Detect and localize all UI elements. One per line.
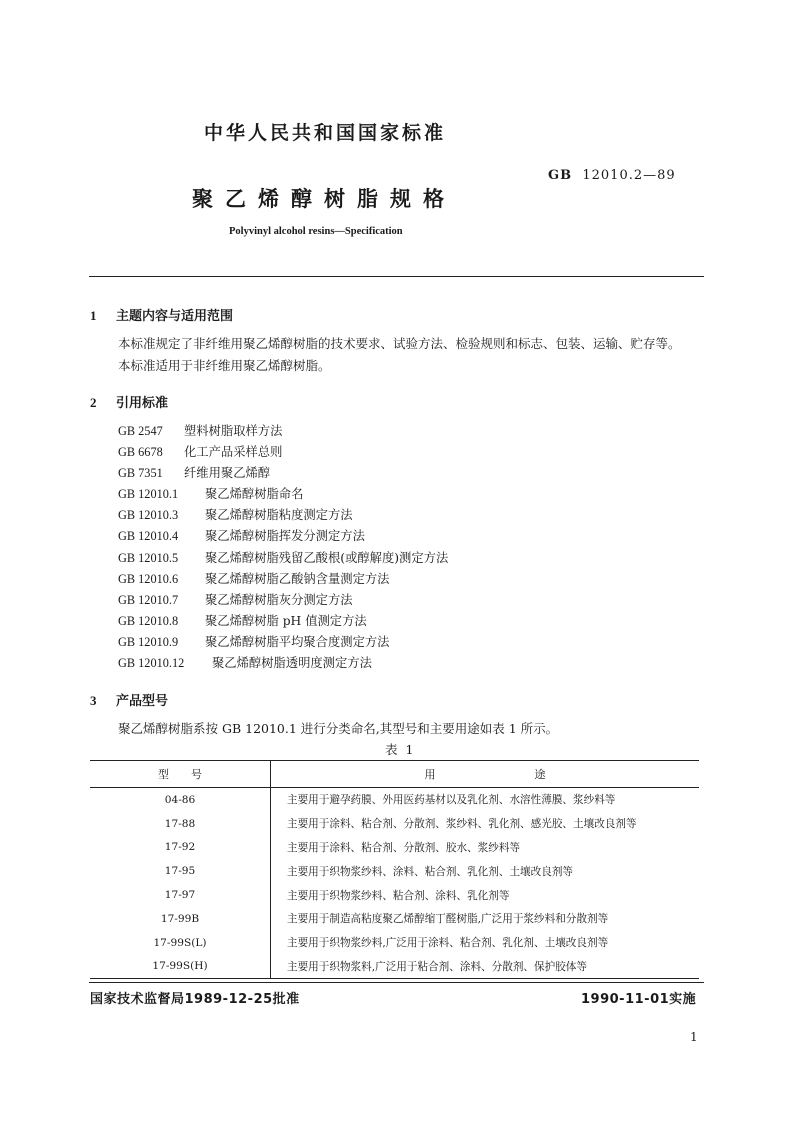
use-cell: 主要用于织物浆纱料、涂料、粘合剂、乳化剂、土壤改良剂等 [287, 865, 574, 878]
use-cell: 主要用于织物浆料,广泛用于粘合剂、涂料、分散剂、保护胶体等 [271, 955, 700, 979]
use-cell: 主要用于织物浆纱料,广泛用于涂料、粘合剂、乳化剂、土壤改良剂等 [287, 937, 609, 950]
section-1-paragraph-1: 本标准规定了非纤维用聚乙烯醇树脂的技术要求、试验方法、检验规则和标志、包装、运输、贮存等。 [118, 336, 681, 351]
type-cell: 17-99B [90, 907, 271, 931]
section-3-paragraph: 聚乙烯醇树脂系按 GB 12010.1 进行分类命名,其型号和主要用途如表 1 所示。 [118, 721, 559, 736]
reference-title: 聚乙烯醇树脂残留乙酸根(或醇解度)测定方法 [205, 550, 449, 565]
type-cell: 17-99S(L) [90, 931, 271, 955]
reference-item [118, 421, 618, 442]
document-title-cn: 聚乙烯醇树脂规格 [192, 187, 456, 211]
table-row [90, 883, 699, 907]
section-2-title: 引用标准 [116, 396, 169, 411]
reference-title: 化工产品采样总则 [184, 445, 283, 460]
standard-number: 12010.2—89 [582, 168, 676, 183]
table-row [90, 859, 699, 883]
product-type-table [90, 760, 699, 979]
reference-item [118, 548, 618, 569]
section-1-heading [90, 305, 233, 324]
reference-code: GB 12010.8 [118, 613, 179, 628]
national-standard-heading: 中华人民共和国国家标准 [204, 122, 447, 144]
table-row [90, 812, 699, 836]
reference-title: 纤维用聚乙烯醇 [184, 466, 271, 481]
type-cell: 17-88 [90, 812, 271, 836]
page-number: 1 [690, 1030, 698, 1044]
table-row [90, 788, 699, 812]
reference-item [118, 442, 618, 463]
reference-title: 聚乙烯醇树脂平均聚合度测定方法 [205, 634, 390, 649]
reference-title: 聚乙烯醇树脂 pH 值测定方法 [205, 613, 367, 628]
section-1-number: 1 [90, 308, 97, 323]
type-cell: 17-95 [90, 859, 271, 883]
use-cell: 主要用于涂料、粘合剂、分散剂、浆纱料、乳化剂、感光胶、土壤改良剂等 [287, 818, 637, 831]
type-cell: 17-92 [90, 836, 271, 860]
reference-item [118, 484, 618, 505]
reference-code: GB 12010.12 [118, 656, 185, 671]
use-cell: 主要用于避孕药膜、外用医药基材以及乳化剂、水溶性薄膜、浆纱料等 [287, 794, 616, 807]
section-2-number: 2 [90, 395, 97, 410]
section-3-heading [90, 690, 168, 709]
column-header-use: 用 途 [271, 761, 700, 788]
reference-code: GB 12010.9 [118, 634, 179, 649]
standard-code [548, 168, 676, 183]
section-3-title: 产品型号 [116, 694, 169, 709]
reference-code: GB 12010.1 [118, 487, 179, 502]
section-1-title: 主题内容与适用范围 [116, 309, 234, 324]
reference-title: 聚乙烯醇树脂挥发分测定方法 [205, 529, 365, 544]
reference-code: GB 12010.5 [118, 550, 179, 565]
header-divider [89, 276, 704, 277]
reference-item [118, 632, 618, 653]
section-3-number: 3 [90, 693, 97, 708]
reference-code: GB 2547 [118, 424, 163, 438]
reference-item [118, 569, 618, 590]
table-row [90, 931, 699, 955]
implementation-date: 1990-11-01实施 [581, 992, 697, 1007]
approval-date: 国家技术监督局1989-12-25批准 [90, 992, 300, 1007]
reference-item [118, 653, 618, 674]
section-1-paragraph-2: 本标准适用于非纤维用聚乙烯醇树脂。 [118, 358, 331, 373]
document-title-en: Polyvinyl alcohol resins—Specification [229, 226, 403, 237]
reference-code: GB 12010.6 [118, 571, 179, 586]
use-cell: 主要用于涂料、粘合剂、分散剂、胶水、浆纱料等 [287, 841, 521, 854]
reference-title: 聚乙烯醇树脂透明度测定方法 [212, 656, 372, 671]
table-row [90, 907, 699, 931]
table-row [90, 955, 699, 979]
reference-code: GB 12010.3 [118, 508, 179, 523]
column-header-type: 型 号 [90, 761, 271, 788]
table-header-row [90, 761, 699, 788]
type-cell: 17-97 [90, 883, 271, 907]
reference-item [118, 526, 618, 547]
type-cell: 04-86 [90, 788, 271, 812]
reference-code: GB 12010.7 [118, 592, 179, 607]
standard-prefix: GB [548, 168, 573, 183]
reference-code: GB 6678 [118, 445, 163, 460]
section-2-heading [90, 392, 168, 411]
reference-item [118, 463, 618, 484]
use-cell: 主要用于制造高粘度聚乙烯醇缩丁醛树脂,广泛用于浆纱料和分散剂等 [287, 913, 609, 926]
reference-title: 聚乙烯醇树脂灰分测定方法 [205, 592, 353, 607]
table-row [90, 836, 699, 860]
reference-title: 聚乙烯醇树脂命名 [205, 487, 304, 502]
use-cell: 主要用于织物浆纱料、粘合剂、涂料、乳化剂等 [287, 889, 510, 902]
reference-title: 聚乙烯醇树脂粘度测定方法 [205, 508, 353, 523]
reference-item [118, 590, 618, 611]
reference-item [118, 505, 618, 526]
footer-divider [89, 982, 704, 983]
reference-title: 聚乙烯醇树脂乙酸钠含量测定方法 [205, 571, 390, 586]
reference-code: GB 7351 [118, 466, 163, 481]
type-cell: 17-99S(H) [90, 955, 271, 979]
reference-item [118, 611, 618, 632]
referenced-standards-list [118, 421, 618, 674]
reference-title: 塑料树脂取样方法 [184, 424, 283, 438]
reference-code: GB 12010.4 [118, 529, 179, 544]
table-1-caption: 表 1 [385, 742, 416, 757]
